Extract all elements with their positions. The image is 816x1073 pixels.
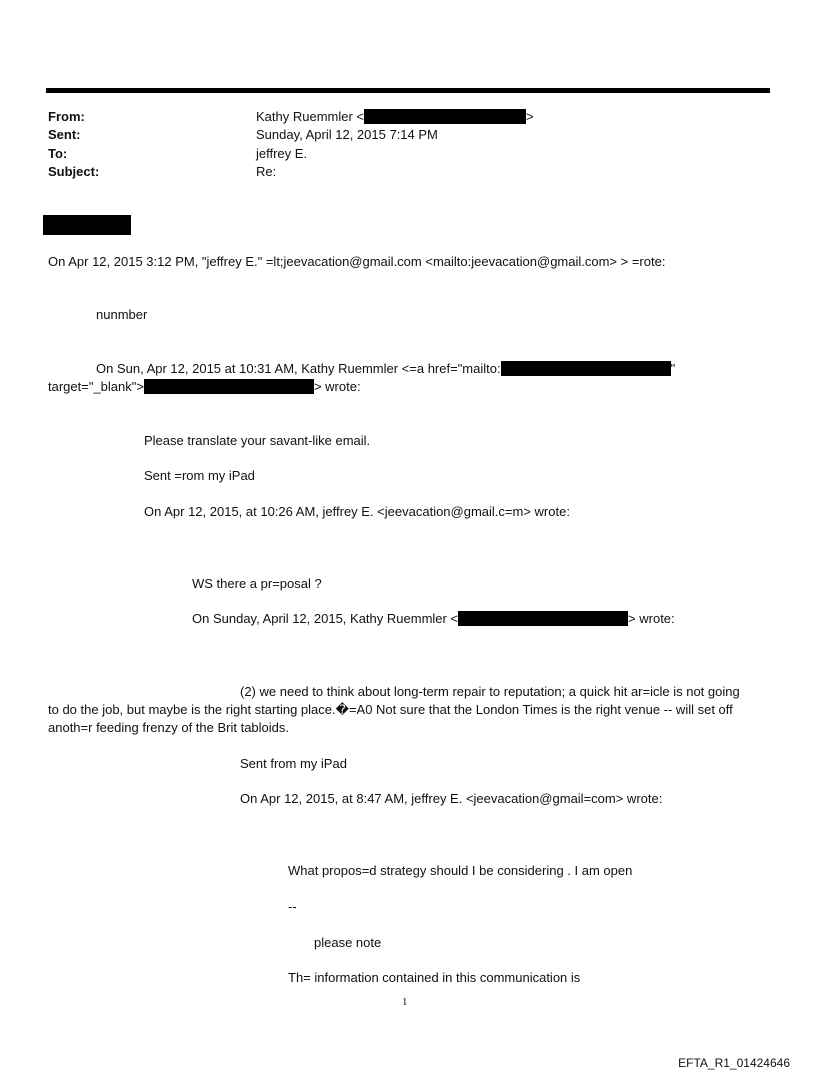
quote-intro — [192, 610, 675, 627]
quote-intro-part: On Sun, Apr 12, 2015 at 10:31 AM, Kathy Ruemmler <=a href="mailto: — [96, 361, 501, 376]
from-name: Kathy Ruemmler < — [256, 109, 365, 124]
message-text: nunmber — [96, 307, 148, 322]
quote-intro — [48, 378, 361, 395]
quote-intro: On Apr 12, 2015, at 10:26 AM, jeffrey E. <jeevacation@gmail.c=m> wrote: — [144, 504, 570, 519]
message-text: please note — [314, 935, 382, 950]
redaction-block — [144, 379, 314, 394]
quote-intro: On Apr 12, 2015, at 8:47 AM, jeffrey E. <jeevacation@gmail=com> wrote: — [240, 791, 663, 806]
to-label: To: — [48, 146, 68, 161]
message-text: Please translate your savant-like email. — [144, 433, 371, 448]
quote-intro-part: On Sunday, April 12, 2015, Kathy Ruemmler < — [192, 611, 459, 626]
quote-intro: On Apr 12, 2015 3:12 PM, "jeffrey E." =lt;jeevacation@gmail.com <mailto:jeevacation@gmail.com> > =rote: — [48, 254, 666, 269]
quote-intro-part: > wrote: — [628, 611, 675, 626]
from-label: From: — [48, 109, 85, 124]
from-value — [256, 109, 534, 124]
sent-from-line: Sent =rom my iPad — [144, 468, 255, 483]
message-text: (2) we need to think about long-term repair to reputation; a quick hit ar=icle is not going — [240, 684, 740, 699]
message-text: anoth=r feeding frenzy of the Brit tabloids. — [48, 720, 290, 735]
quote-intro — [96, 360, 675, 377]
message-text: What propos=d strategy should I be considering . I am open — [288, 863, 633, 878]
message-text: WS there a pr=posal ? — [192, 576, 322, 591]
to-value: jeffrey E. — [256, 146, 308, 161]
redaction-block — [364, 109, 526, 124]
redaction-block — [458, 611, 628, 626]
signature-dashes: -- — [288, 899, 297, 914]
quote-intro-part: target="_blank"> — [48, 379, 144, 394]
quote-intro-part: " — [670, 361, 676, 376]
from-close: > — [526, 109, 534, 124]
message-text: Th= information contained in this communication is — [288, 970, 581, 985]
quote-intro-part: > wrote: — [313, 379, 361, 394]
redaction-block — [501, 361, 671, 376]
header-rule — [46, 88, 770, 93]
subject-label: Subject: — [48, 164, 100, 179]
redaction-block — [43, 215, 131, 235]
document-id: EFTA_R1_01424646 — [678, 1056, 790, 1070]
sent-from-line: Sent from my iPad — [240, 756, 347, 771]
page-number: 1 — [402, 996, 408, 1008]
subject-value: Re: — [256, 164, 277, 179]
sent-label: Sent: — [48, 127, 81, 142]
sent-value: Sunday, April 12, 2015 7:14 PM — [256, 127, 438, 142]
message-text: to do the job, but maybe is the right starting place.�=A0 Not sure that the London Times is the right venue -- will set off — [48, 702, 733, 717]
